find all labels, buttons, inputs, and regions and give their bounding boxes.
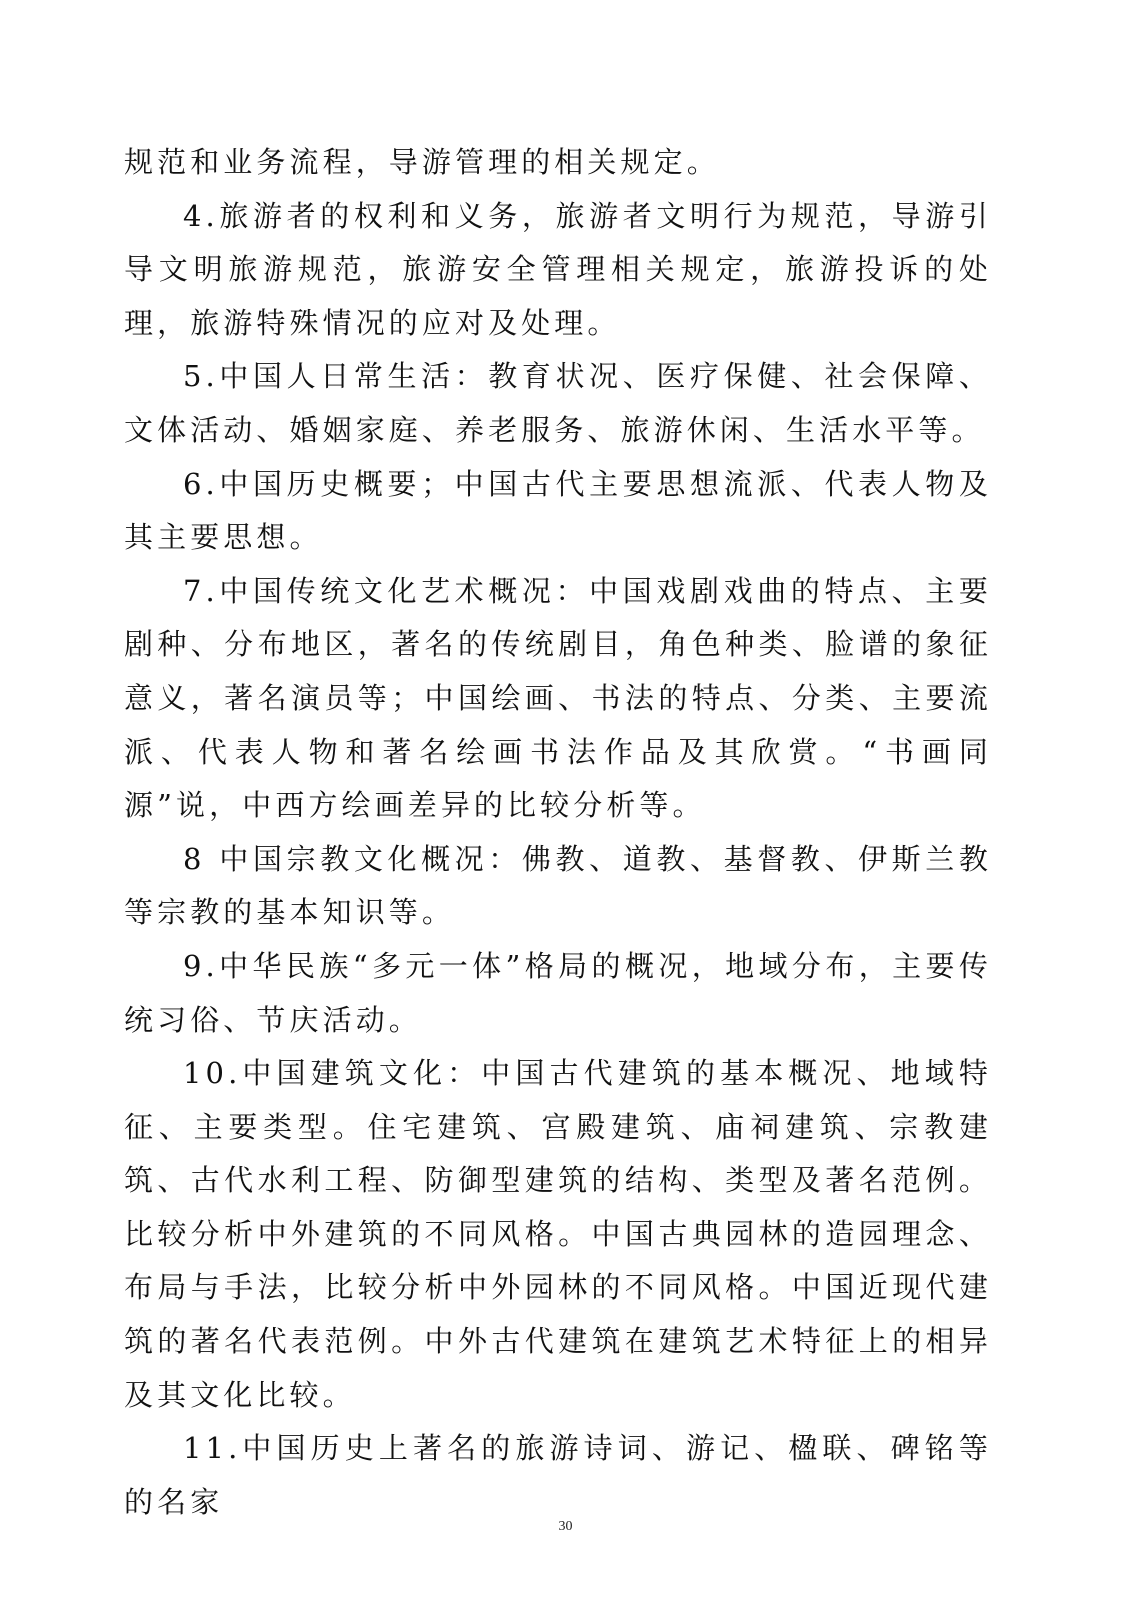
paragraph-item-10: 10.中国建筑文化：中国古代建筑的基本概况、地域特征、主要类型。住宅建筑、宫殿建筑、庙祠建筑、宗教建筑、古代水利工程、防御型建筑的结构、类型及著名范例。比较分析中外建筑的不同风格。中国古典园林的造园理念、布局与手法，比较分析中外园林的不同风格。中国近现代建筑的著名代表范例。中外古代建筑在建筑艺术特征上的相异及其文化比较。 bbox=[124, 1056, 992, 1412]
paragraph-item-9: 9.中华民族“多元一体”格局的概况，地域分布，主要传统习俗、节庆活动。 bbox=[124, 948, 992, 1037]
paragraph-item-11: 11.中国历史上著名的旅游诗词、游记、楹联、碑铭等的名家 bbox=[124, 1431, 992, 1519]
paragraph-item-5: 5.中国人日常生活：教育状况、医疗保健、社会保障、文体活动、婚姻家庭、养老服务、旅游休闲、生活水平等。 bbox=[124, 359, 992, 447]
paragraph-continuation: 规范和业务流程，导游管理的相关规定。 bbox=[124, 145, 720, 179]
paragraph-item-8: 8 中国宗教文化概况：佛教、道教、基督教、伊斯兰教等宗教的基本知识等。 bbox=[124, 841, 992, 930]
paragraph-item-4: 4.旅游者的权利和义务，旅游者文明行为规范，导游引导文明旅游规范，旅游安全管理相关规定，旅游投诉的处理，旅游特殊情况的应对及处理。 bbox=[124, 198, 992, 340]
page-number: 30 bbox=[558, 1519, 573, 1534]
paragraph-item-7: 7.中国传统文化艺术概况：中国戏剧戏曲的特点、主要剧种、分布地区，著名的传统剧目，角色种类、脸谱的象征意义，著名演员等；中国绘画、书法的特点、分类、主要流派、代表人物和著名绘画书法作品及其欣赏。“书画同源”说，中西方绘画差异的比较分析等。 bbox=[124, 573, 992, 823]
body-text bbox=[124, 136, 992, 1529]
paragraph-item-6: 6.中国历史概要；中国古代主要思想流派、代表人物及其主要思想。 bbox=[124, 466, 992, 555]
